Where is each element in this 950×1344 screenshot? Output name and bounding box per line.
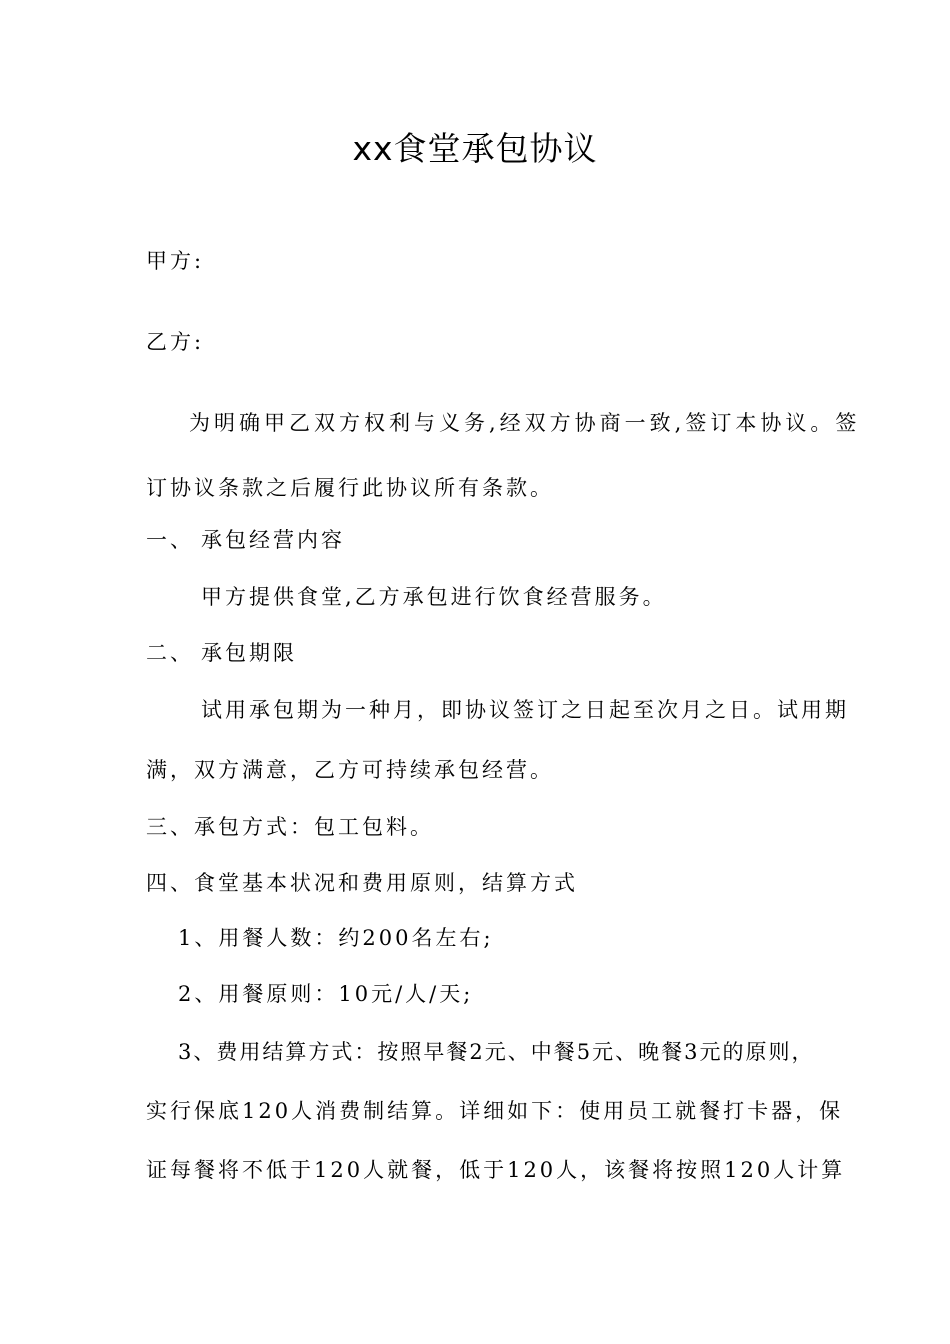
section-4-item-1: 1、用餐人数：约200名左右;: [178, 926, 494, 950]
section-4-item-3-line-1: 3、费用结算方式：按照早餐2元、中餐5元、晚餐3元的原则，: [178, 1040, 815, 1064]
section-1-title: 承包经营内容: [201, 528, 345, 552]
party-a-label: 甲方:: [146, 249, 205, 273]
intro-paragraph-line-2: 订协议条款之后履行此协议所有条款。: [146, 476, 554, 500]
section-4-heading: 四、食堂基本状况和费用原则，结算方式: [146, 871, 578, 895]
section-4-item-3-line-2: 实行保底120人消费制结算。详细如下：使用员工就餐打卡器，保: [146, 1099, 844, 1123]
section-4-item-2: 2、用餐原则：10元/人/天;: [178, 982, 474, 1006]
document-title: xx食堂承包协议: [352, 129, 598, 168]
section-2-title: 承包期限: [201, 641, 297, 665]
intro-paragraph-line-1: 为明确甲乙双方权利与义务,经双方协商一致,签订本协议。签: [189, 411, 861, 435]
section-2-body-line-1: 试用承包期为一种月，即协议签订之日起至次月之日。试用期: [201, 698, 849, 722]
section-1-heading: [146, 523, 846, 557]
section-2-heading: [146, 636, 846, 670]
section-3: 三、承包方式：包工包料。: [146, 815, 434, 839]
party-b-label: 乙方:: [146, 330, 205, 354]
section-1-number: 一、: [146, 528, 194, 552]
section-4-item-3-line-3: 证每餐将不低于120人就餐，低于120人，该餐将按照120人计算: [146, 1158, 846, 1182]
section-1-body: 甲方提供食堂,乙方承包进行饮食经营服务。: [201, 585, 667, 609]
section-2-number: 二、: [146, 641, 194, 665]
section-2-body-line-2: 满，双方满意，乙方可持续承包经营。: [146, 758, 554, 782]
